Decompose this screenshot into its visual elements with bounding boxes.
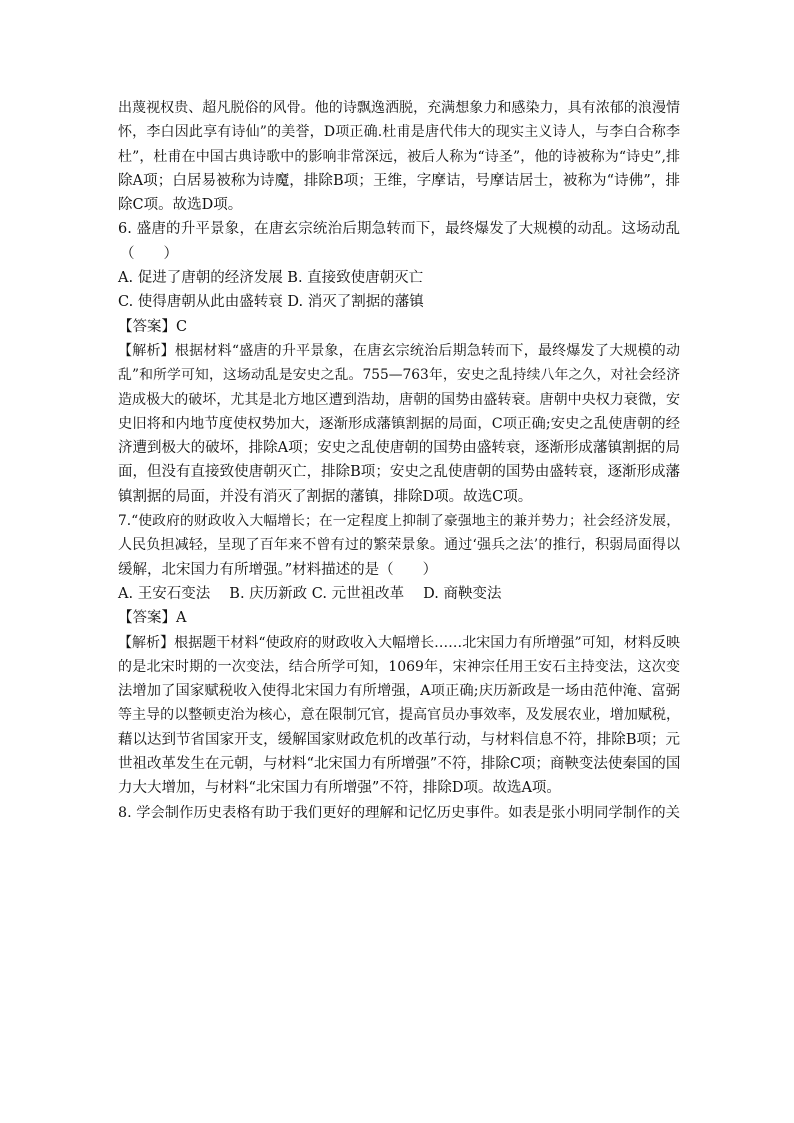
question-7-analysis-line-7: 力大大增加，与材料“北宋国力有所增强”不符，排除D项。故选A项。	[118, 780, 561, 797]
question-7-analysis-line-5: 藉以达到节省国家开支，缓解国家财政危机的改革行动，与材料信息不符，排除B项；元	[118, 731, 680, 748]
question-7-stem-line-2: 人民负担减轻，呈现了百年来不曾有过的繁荣景象。通过‘强兵之法’的推行，积弱局面得以	[118, 537, 680, 554]
question-8-stem: 8. 学会制作历史表格有助于我们更好的理解和记忆历史事件。如表是张小明同学制作的关	[118, 804, 680, 821]
question-7-analysis-line-2: 的是北宋时期的一次变法，结合所学可知，1069年，宋神宗任用王安石主持变法，这次变	[118, 658, 680, 675]
text-line-3: 杜”，杜甫在中国古典诗歌中的影响非常深远，被后人称为“诗圣”，他的诗被称为“诗史”,排	[118, 148, 680, 165]
question-7-analysis-line-6: 世祖改革发生在元朝，与材料“北宋国力有所增强”不符，排除C项；商鞅变法使秦国的国	[118, 756, 681, 773]
question-7-options: A. 王安石变法 B. 庆历新政 C. 元世祖改革 D. 商鞅变法	[118, 585, 502, 602]
document-page	[118, 96, 680, 825]
question-6-stem: 6. 盛唐的升平景象，在唐玄宗统治后期急转而下，最终爆发了大规模的动乱。这场动乱	[118, 221, 680, 238]
question-6-options-cd: C. 使得唐朝从此由盛转衰 D. 消灭了割据的藩镇	[118, 294, 424, 311]
question-6-analysis-line-2: 乱”和所学可知，这场动乱是安史之乱。755—763年，安史之乱持续八年之久，对社会经济	[118, 367, 680, 384]
question-6-analysis-line-1: 【解析】根据材料“盛唐的升平景象，在唐玄宗统治后期急转而下，最终爆发了大规模的动	[118, 342, 680, 359]
question-6-analysis-line-5: 济遭到极大的破坏，排除A项；安史之乱使唐朝的国势由盛转衰，逐渐形成藩镇割据的局	[118, 440, 680, 457]
question-6-blank: （ ）	[120, 245, 178, 262]
question-6-analysis-line-7: 镇割据的局面，并没有消灭了割据的藩镇，排除D项。故选C项。	[118, 488, 533, 505]
question-7-answer: 【答案】A	[118, 610, 187, 627]
question-7-analysis-line-4: 等主导的以整顿吏治为核心，意在限制冗官，提高官员办事效率，及发展农业，增加赋税，	[118, 707, 680, 724]
question-6-analysis-line-4: 史旧将和内地节度使权势加大，逐渐形成藩镇割据的局面，C项正确;安史之乱使唐朝的经	[118, 415, 680, 432]
text-line-5: 除C项。故选D项。	[118, 197, 243, 214]
text-line-2: 怀，李白因此享有诗仙”的美誉，D项正确.杜甫是唐代伟大的现实主义诗人，与李白合称李	[118, 124, 680, 141]
question-7-stem-line-1: 7.“使政府的财政收入大幅增长；在一定程度上抑制了豪强地主的兼并势力；社会经济发展，	[118, 513, 680, 530]
question-7-analysis-line-1: 【解析】根据题干材料“使政府的财政收入大幅增长……北宋国力有所增强”可知，材料反映	[118, 634, 680, 651]
question-7-analysis-line-3: 法增加了国家赋税收入使得北宋国力有所增强，A项正确;庆历新政是一场由范仲淹、富弼	[118, 683, 680, 700]
question-6-analysis-line-6: 面，但没有直接致使唐朝灭亡，排除B项；安史之乱使唐朝的国势由盛转衰，逐渐形成藩	[118, 464, 680, 481]
question-6-analysis-line-3: 造成极大的破坏，尤其是北方地区遭到浩劫，唐朝的国势由盛转衰。唐朝中央权力衰微，安	[118, 391, 680, 408]
question-6-answer: 【答案】C	[118, 318, 188, 335]
question-6-options-ab: A. 促进了唐朝的经济发展 B. 直接致使唐朝灭亡	[118, 270, 424, 287]
text-line-4: 除A项；白居易被称为诗魔，排除B项；王维，字摩诘，号摩诘居士，被称为“诗佛”，排	[118, 172, 680, 189]
question-7-stem-line-3: 缓解，北宋国力有所增强。”材料描述的是（ ）	[118, 561, 438, 578]
text-line-1: 出蔑视权贵、超凡脱俗的风骨。他的诗飘逸洒脱，充满想象力和感染力，具有浓郁的浪漫情	[118, 100, 680, 116]
